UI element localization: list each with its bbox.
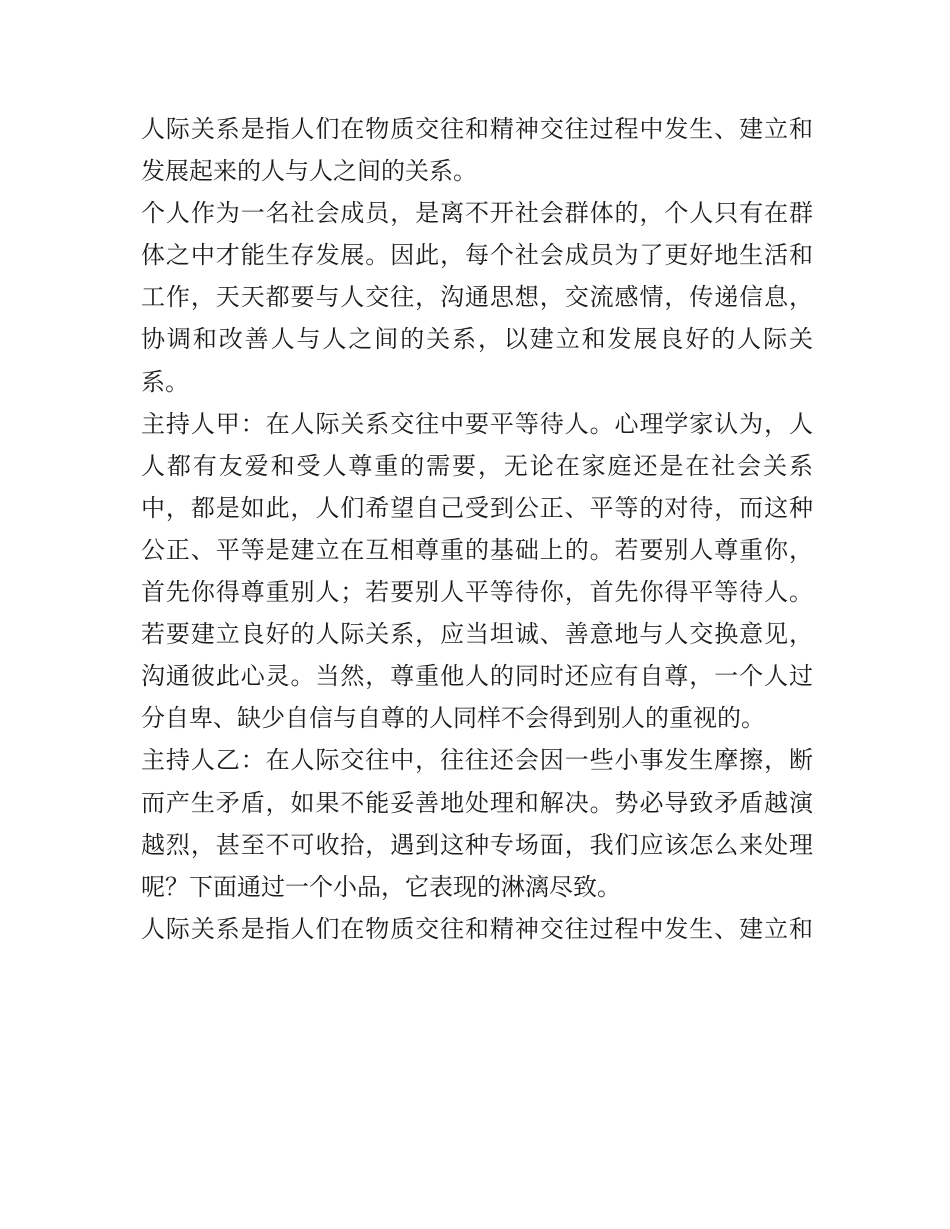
paragraph-1 (141, 108, 813, 192)
text-line: 呢？下面通过一个小品，它表现的淋漓尽致。 (141, 872, 621, 901)
text-line: 若要建立良好的人际关系，应当坦诚、善意地与人交换意见， (141, 620, 813, 649)
text-line: 系。 (141, 367, 189, 396)
paragraph-5 (141, 908, 813, 950)
text-line: 主持人乙：在人际交往中，往往还会因一些小事发生摩擦，断 (141, 746, 813, 775)
text-line: 主持人甲：在人际关系交往中要平等待人。心理学家认为，人 (141, 409, 813, 438)
text-line: 个人作为一名社会成员，是离不开社会群体的，个人只有在群 (141, 199, 813, 228)
text-line: 首先你得尊重别人；若要别人平等待你，首先你得平等待人。 (141, 578, 813, 607)
text-line: 分自卑、缺少自信与自尊的人同样不会得到别人的重视的。 (141, 704, 765, 733)
text-line: 发展起来的人与人之间的关系。 (141, 157, 477, 186)
text-line: 沟通彼此心灵。当然，尊重他人的同时还应有自尊，一个人过 (141, 662, 813, 691)
text-line: 协调和改善人与人之间的关系，以建立和发展良好的人际关 (141, 325, 813, 354)
document-body (141, 108, 813, 950)
text-line: 公正、平等是建立在互相尊重的基础上的。若要别人尊重你， (141, 535, 813, 564)
text-line: 而产生矛盾，如果不能妥善地处理和解决。势必导致矛盾越演 (141, 788, 813, 817)
text-line: 人际关系是指人们在物质交往和精神交往过程中发生、建立和 (141, 914, 813, 943)
text-line: 工作，天天都要与人交往，沟通思想，交流感情，传递信息， (141, 283, 813, 312)
text-line: 越烈，甚至不可收拾，遇到这种专场面，我们应该怎么来处理 (141, 830, 813, 859)
paragraph-3 (141, 403, 813, 740)
paragraph-4 (141, 739, 813, 907)
text-line: 体之中才能生存发展。因此，每个社会成员为了更好地生活和 (141, 241, 813, 270)
paragraph-2 (141, 192, 813, 402)
text-line: 人际关系是指人们在物质交往和精神交往过程中发生、建立和 (141, 115, 813, 143)
text-line: 人都有友爱和受人尊重的需要，无论在家庭还是在社会关系 (141, 451, 813, 480)
text-line: 中，都是如此，人们希望自己受到公正、平等的对待，而这种 (141, 493, 813, 522)
